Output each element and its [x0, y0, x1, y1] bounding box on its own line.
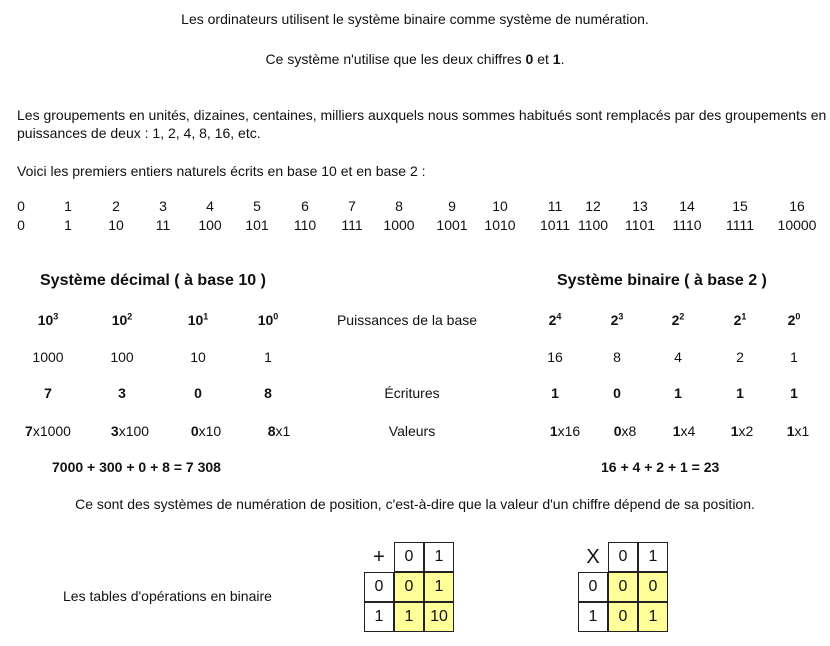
intro-line-2: [0, 51, 830, 67]
decimal-power-exponent: 2: [127, 311, 133, 322]
base2-number: 1100: [577, 217, 609, 233]
intro-line-1: Les ordinateurs utilisent le système binaire comme système de numération.: [181, 11, 649, 27]
binary-product: [614, 423, 637, 439]
binary-place-value: 16: [547, 349, 563, 365]
base2-number: 100: [198, 217, 222, 233]
binary-power-exponent: 2: [679, 311, 685, 322]
decimal-place-value: 1: [264, 349, 272, 365]
binary-place-value: 2: [736, 349, 744, 365]
multiplication-column-header: 1: [638, 542, 668, 572]
writings-label: Écritures: [384, 385, 440, 401]
base2-number: 1110: [672, 217, 702, 233]
binary-power: [734, 312, 747, 328]
base10-number: 7: [348, 198, 356, 214]
binary-power-base: 2: [787, 312, 796, 328]
decimal-product-factor: x100: [118, 423, 150, 439]
decimal-product-digit: 7: [25, 423, 33, 439]
values-label: Valeurs: [388, 423, 436, 439]
binary-product-factor: x8: [621, 423, 637, 439]
base10-number: 16: [789, 198, 805, 214]
binary-power-exponent: 0: [795, 311, 801, 322]
decimal-product-factor: x10: [198, 423, 222, 439]
base2-number: 1111: [725, 217, 755, 233]
decimal-power-base: 10: [111, 312, 128, 328]
binary-power: [611, 312, 624, 328]
addition-column-header: 0: [394, 542, 424, 572]
base2-number: 111: [341, 217, 363, 233]
position-note: Ce sont des systèmes de numération de position, c'est-à-dire que la valeur d'un chiffre dépend de sa position.: [75, 496, 755, 512]
binary-power-base: 2: [733, 312, 742, 328]
decimal-product: [25, 423, 71, 439]
binary-power-exponent: 1: [741, 311, 747, 322]
base10-number: 8: [395, 198, 403, 214]
base2-number: 1011: [539, 217, 571, 233]
base10-number: 12: [585, 198, 601, 214]
decimal-power-base: 10: [257, 312, 274, 328]
base10-number: 6: [301, 198, 309, 214]
binary-digit: 1: [790, 385, 798, 401]
addition-row-header: 0: [364, 572, 394, 602]
decimal-power-exponent: 0: [273, 311, 279, 322]
multiplication-result-cell: 0: [608, 572, 638, 602]
binary-title: Système binaire ( à base 2 ): [557, 272, 767, 289]
digit-zero: 0: [525, 51, 534, 67]
base2-number: 110: [293, 217, 317, 233]
decimal-power-base: 10: [187, 312, 204, 328]
base10-number: 1: [64, 198, 72, 214]
decimal-product: [191, 423, 221, 439]
intro-paragraph-groupings: Les groupements en unités, dizaines, centaines, milliers auxquels nous sommes habitués sont remplacés par des groupements en puissances de deux : 1, 2, 4, 8, 16, etc.: [17, 107, 827, 141]
base10-number: 14: [679, 198, 695, 214]
tables-label: Les tables d'opérations en binaire: [63, 588, 272, 604]
binary-product-digit: 0: [613, 423, 622, 439]
binary-power: [672, 312, 685, 328]
binary-power-exponent: 4: [556, 311, 562, 322]
decimal-digit: 7: [44, 385, 52, 401]
multiplication-result-cell: 0: [638, 572, 668, 602]
decimal-product-digit: 8: [267, 423, 276, 439]
intro-and: et: [533, 51, 553, 67]
base10-number: 0: [17, 198, 25, 214]
decimal-product: [111, 423, 149, 439]
binary-product: [550, 423, 580, 439]
binary-product-digit: 1: [730, 423, 739, 439]
multiplication-column-header: 0: [608, 542, 638, 572]
decimal-product-digit: 0: [190, 423, 199, 439]
addition-result-cell: 10: [424, 602, 454, 632]
decimal-place-value: 100: [110, 349, 134, 365]
base10-number: 10: [492, 198, 508, 214]
binary-product-digit: 1: [549, 423, 558, 439]
base2-number: 1010: [484, 217, 516, 233]
base10-number: 3: [159, 198, 167, 214]
base10-number: 2: [112, 198, 120, 214]
multiplication-row-header: 1: [578, 602, 608, 632]
binary-digit: 1: [674, 385, 682, 401]
base10-number: 5: [253, 198, 261, 214]
addition-result-cell: 1: [424, 572, 454, 602]
binary-sum: 16 + 4 + 2 + 1 = 23: [601, 459, 720, 475]
decimal-digit: 0: [194, 385, 202, 401]
addition-column-header: 1: [424, 542, 454, 572]
binary-power-base: 2: [548, 312, 557, 328]
binary-product-digit: 1: [786, 423, 795, 439]
intro-line-2-text: Ce système n'utilise que les deux chiffres: [265, 51, 526, 67]
binary-product: [673, 423, 696, 439]
decimal-power: [258, 312, 279, 328]
multiplication-result-cell: 0: [608, 602, 638, 632]
decimal-title: Système décimal ( à base 10 ): [40, 272, 266, 289]
base10-number: 13: [632, 198, 648, 214]
base10-number: 15: [732, 198, 748, 214]
binary-power: [788, 312, 801, 328]
binary-product-factor: x2: [738, 423, 754, 439]
binary-place-value: 8: [613, 349, 621, 365]
decimal-power: [38, 312, 59, 328]
intro-line-2-end: .: [560, 51, 565, 67]
binary-power-base: 2: [610, 312, 619, 328]
binary-product-factor: x16: [557, 423, 581, 439]
binary-place-value: 4: [674, 349, 682, 365]
decimal-power-exponent: 3: [53, 311, 59, 322]
addition-result-cell: 1: [394, 602, 424, 632]
addition-row-header: 1: [364, 602, 394, 632]
base2-number: 1001: [436, 217, 468, 233]
base2-number: 1000: [383, 217, 415, 233]
decimal-place-value: 10: [190, 349, 206, 365]
base2-number: 1101: [624, 217, 656, 233]
multiplication-result-cell: 1: [638, 602, 668, 632]
base2-number: 10: [108, 217, 124, 233]
base10-number: 11: [547, 198, 563, 214]
digit-one: 1: [552, 51, 561, 67]
base2-number: 101: [245, 217, 269, 233]
base10-number: 9: [448, 198, 456, 214]
binary-power-exponent: 3: [618, 311, 624, 322]
decimal-sum: 7000 + 300 + 0 + 8 = 7 308: [52, 459, 221, 475]
addition-result-cell: 0: [394, 572, 424, 602]
base10-number: 4: [206, 198, 214, 214]
binary-digit: 1: [736, 385, 744, 401]
base2-number: 11: [155, 217, 171, 233]
decimal-product-digit: 3: [110, 423, 119, 439]
binary-product: [787, 423, 810, 439]
decimal-product-factor: x1000: [32, 423, 71, 439]
binary-place-value: 1: [790, 349, 798, 365]
decimal-power: [188, 312, 209, 328]
decimal-place-value: 1000: [32, 349, 64, 365]
decimal-digit: 8: [264, 385, 272, 401]
addition-operator: +: [373, 545, 385, 568]
decimal-power-base: 10: [37, 312, 54, 328]
binary-power: [549, 312, 562, 328]
decimal-digit: 3: [118, 385, 126, 401]
multiplication-row-header: 0: [578, 572, 608, 602]
binary-power-base: 2: [671, 312, 680, 328]
decimal-product: [268, 423, 291, 439]
binary-digit: 1: [551, 385, 559, 401]
intro-paragraph-list: Voici les premiers entiers naturels écrits en base 10 et en base 2 :: [17, 163, 426, 179]
binary-digit: 0: [613, 385, 621, 401]
decimal-product-factor: x1: [275, 423, 291, 439]
binary-product: [731, 423, 754, 439]
base2-number: 1: [64, 217, 72, 233]
base2-number: 0: [17, 217, 25, 233]
binary-product-digit: 1: [672, 423, 681, 439]
binary-product-factor: x1: [794, 423, 810, 439]
decimal-power: [112, 312, 133, 328]
multiplication-operator: X: [586, 545, 600, 568]
decimal-power-exponent: 1: [203, 311, 209, 322]
base2-number: 10000: [777, 217, 817, 233]
powers-label: Puissances de la base: [336, 312, 478, 328]
binary-product-factor: x4: [680, 423, 696, 439]
